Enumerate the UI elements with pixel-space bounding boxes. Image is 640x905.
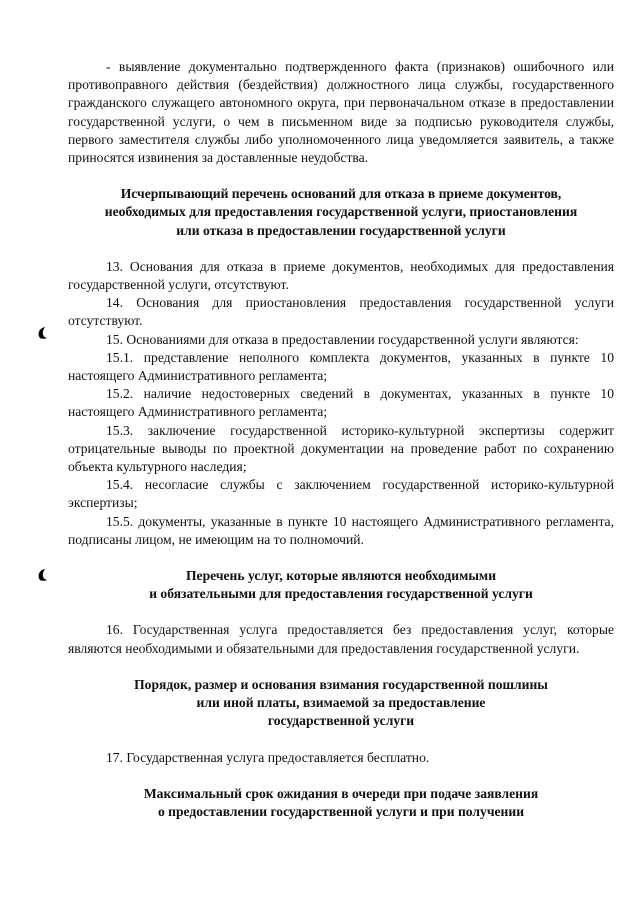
paragraph-item-16: 16. Государственная услуга предоставляется без предоставления услуг, которые являются необходимыми и обязательными для предоставления государственной услуги. <box>68 622 614 656</box>
heading-line: Исчерпывающий перечень оснований для отказа в приеме документов, <box>120 186 562 202</box>
section-heading-refusal-grounds <box>68 185 614 240</box>
scan-mark-icon <box>36 568 48 582</box>
document-page <box>68 58 614 821</box>
heading-line: Максимальный срок ожидания в очереди при подаче заявления <box>143 785 539 801</box>
heading-line: Порядок, размер и основания взимания государственной пошлины <box>134 676 548 692</box>
paragraph-item-15-5: 15.5. документы, указанные в пункте 10 настоящего Административного регламента, подписаны лицом, не имеющим на то полномочий. <box>68 513 614 547</box>
paragraph-item-15-2: 15.2. наличие недостоверных сведений в документах, указанных в пункте 10 настоящего Административного регламента; <box>68 386 614 420</box>
paragraph-item-15: 15. Основаниями для отказа в предоставлении государственной услуги являются: <box>106 331 579 347</box>
scan-mark-icon <box>36 326 48 340</box>
section-heading-state-fee <box>68 676 614 731</box>
paragraph-item-17: 17. Государственная услуга предоставляется бесплатно. <box>106 749 430 765</box>
paragraph-item-14: 14. Основания для приостановления предоставления государственной услуги отсутствуют. <box>68 295 614 329</box>
heading-line: о предоставлении государственной услуги и при получении <box>157 803 525 819</box>
paragraph-item-15-3: 15.3. заключение государственной историко-культурной экспертизы содержит отрицательные выводы по проектной документации на проведение работ по сохранению объекта культурного наследия; <box>68 422 614 475</box>
paragraph-item-15-4: 15.4. несогласие службы с заключением государственной историко-культурной экспертизы; <box>68 477 614 511</box>
paragraph-item-15-1: 15.1. представление неполного комплекта документов, указанных в пункте 10 настоящего Административного регламента; <box>68 349 614 384</box>
heading-line: или отказа в предоставлении государственной услуги <box>176 222 506 238</box>
paragraph-item-13: 13. Основания для отказа в приеме документов, необходимых для предоставления государственной услуги, отсутствуют. <box>68 258 614 293</box>
heading-line: или иной платы, взимаемой за предоставление <box>196 695 486 711</box>
section-heading-required-services <box>68 567 614 603</box>
section-heading-queue-time <box>68 785 614 821</box>
heading-line: необходимых для предоставления государственной услуги, приостановления <box>104 204 578 220</box>
heading-line: государственной услуги <box>267 713 415 729</box>
paragraph-apology-clause: - выявление документально подтвержденного факта (признаков) ошибочного или противоправного действия (бездействия) должностного лица службы, государственного гражданского служащего автономного округа, при первоначальном отказе в предоставлении государственной услуги, о чем в письменном виде за подписью руководителя службы, первого заместителя службы либо уполномоченного лица уведомляется заявитель, а также приносятся извинения за доставленные неудобства. <box>68 59 614 166</box>
heading-line: Перечень услуг, которые являются необходимыми <box>185 568 497 584</box>
heading-line: и обязательными для предоставления государственной услуги <box>149 586 533 602</box>
